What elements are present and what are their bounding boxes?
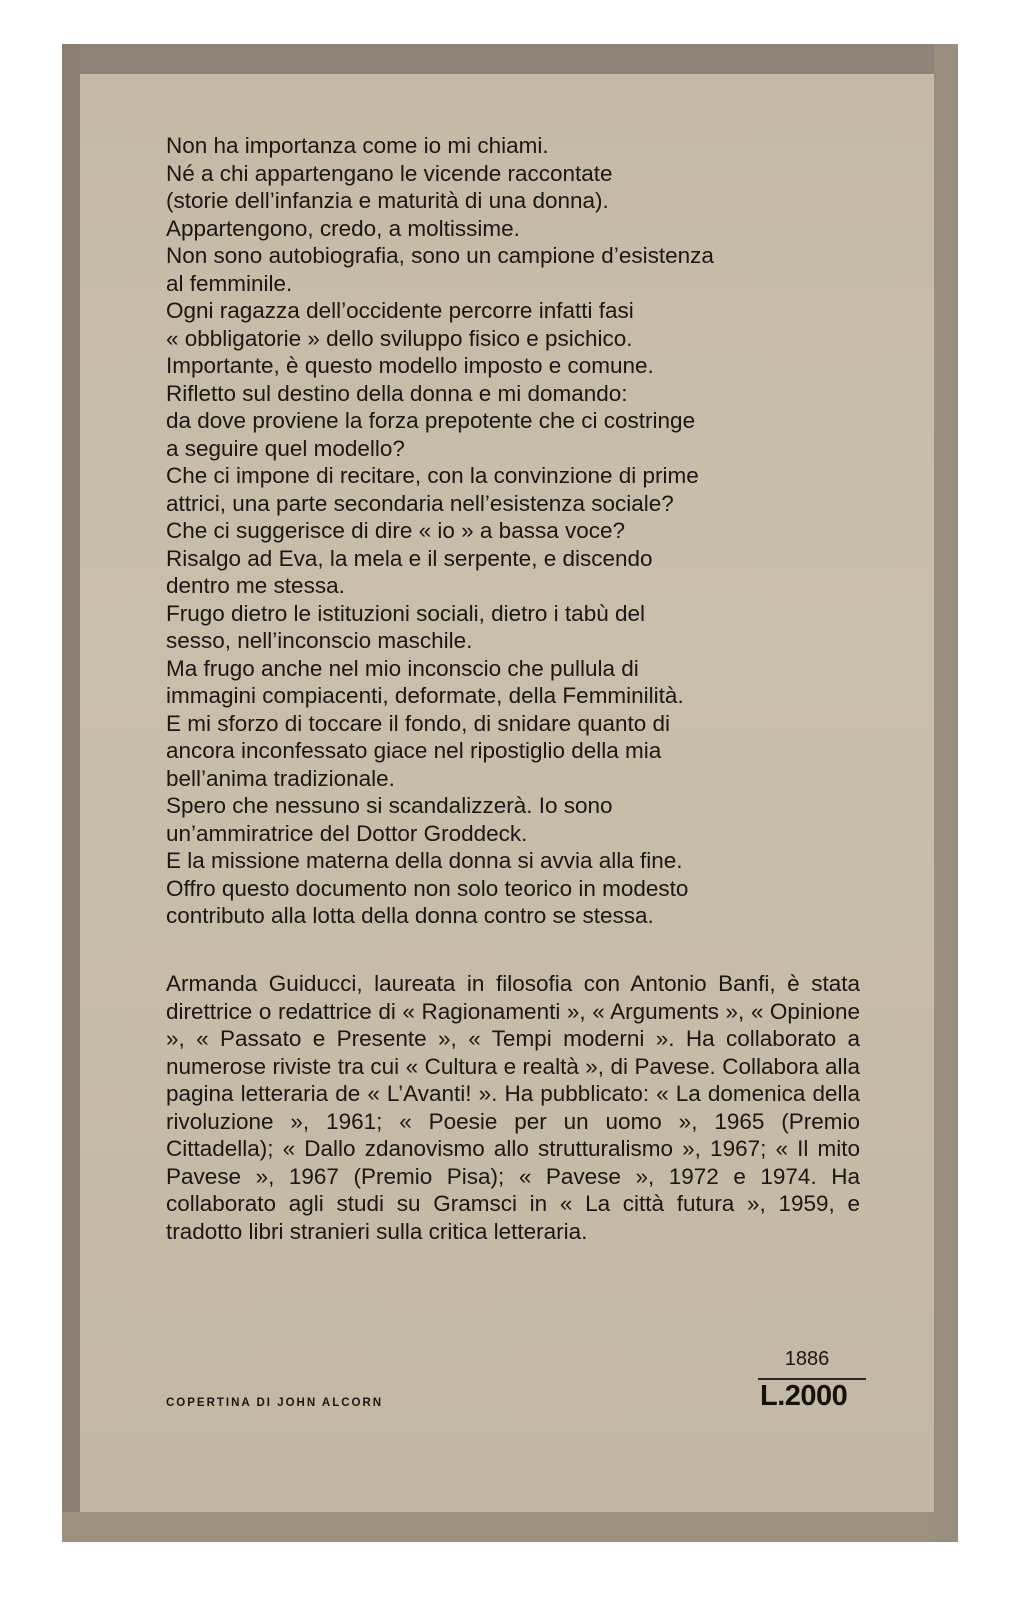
- blurb-line: E mi sforzo di toccare il fondo, di snidare quanto di: [166, 710, 671, 736]
- blurb-line: un’ammiratrice del Dottor Groddeck.: [166, 820, 528, 846]
- cover-left-edge: [62, 44, 80, 1542]
- blurb-line: a seguire quel modello?: [166, 435, 405, 461]
- blurb-line: Che ci suggerisce di dire « io » a bassa voce?: [166, 518, 626, 543]
- blurb-line: Non ha importanza come io mi chiami.: [166, 133, 549, 158]
- blurb-line: ancora inconfessato giace nel ripostiglio della mia: [166, 738, 662, 763]
- blurb-line: attrici, una parte secondaria nell’esistenza sociale?: [166, 490, 674, 516]
- author-bio: Armanda Guiducci, laureata in filosofia con Antonio Banfi, è stata direttrice o redattrice di « Ragionamenti », « Arguments », « Opinione », « Passato e Presente », « Tempi moderni ». Ha collaborato a numerose riviste tra cui « Cultura e realtà », di Pavese. Collabora alla pagina letteraria de « L’Avanti! ». Ha pubblicato: « La domenica della rivoluzione », 1961; « Poesie per un uomo », 1965 (Premio Cittadella); « Dallo zdanovismo allo strutturalismo », 1967; « Il mito Pavese », 1967 (Premio Pisa); « Pavese », 1972 e 1974. Ha collaborato agli studi su Gramsci in « La città futura », 1959, e tradotto libri stranieri sulla critica letteraria.: [166, 971, 860, 1244]
- blurb-line: Frugo dietro le istituzioni sociali, dietro i tabù del: [166, 600, 645, 626]
- blurb-line: E la missione materna della donna si avvia alla fine.: [166, 848, 683, 873]
- blurb-line: Spero che nessuno si scandalizzerà. Io sono: [166, 793, 613, 818]
- blurb-text: [166, 132, 860, 930]
- price-label: L.2000: [760, 1380, 848, 1412]
- blurb-line: contributo alla lotta della donna contro se stessa.: [166, 903, 654, 928]
- cover-credit: COPERTINA DI JOHN ALCORN: [166, 1397, 384, 1409]
- blurb-line: sesso, nell’inconscio maschile.: [166, 628, 473, 653]
- blurb-line: (storie dell’infanzia e maturità di una donna).: [166, 188, 609, 213]
- cover-right-edge: [934, 44, 958, 1542]
- blurb-line: al femminile.: [166, 270, 293, 296]
- blurb-line: bell’anima tradizionale.: [166, 765, 395, 791]
- blurb-line: « obbligatorie » dello sviluppo fisico e psichico.: [166, 325, 633, 351]
- blurb-line: Che ci impone di recitare, con la convinzione di prime: [166, 463, 699, 488]
- blurb-line: da dove proviene la forza prepotente che ci costringe: [166, 408, 696, 433]
- blurb-line: Offro questo documento non solo teorico in modesto: [166, 875, 689, 901]
- blurb-line: Non sono autobiografia, sono un campione d’esistenza: [166, 243, 714, 268]
- blurb-line: Importante, è questo modello imposto e comune.: [166, 353, 654, 378]
- blurb-line: Appartengono, credo, a moltissime.: [166, 215, 520, 241]
- cover-bottom-edge: [62, 1512, 958, 1542]
- catalog-number: 1886: [784, 1348, 830, 1370]
- blurb-line: immagini compiacenti, deformate, della Femminilità.: [166, 683, 684, 708]
- blurb-line: dentro me stessa.: [166, 573, 345, 598]
- blurb-line: Risalgo ad Eva, la mela e il serpente, e discendo: [166, 545, 653, 571]
- cover-top-edge: [62, 44, 958, 74]
- blurb-line: Ma frugo anche nel mio inconscio che pullula di: [166, 655, 639, 681]
- blurb-line: Rifletto sul destino della donna e mi domando:: [166, 380, 628, 406]
- blurb-line: Ogni ragazza dell’occidente percorre infatti fasi: [166, 298, 634, 323]
- blurb-line: Né a chi appartengano le vicende raccontate: [166, 160, 613, 186]
